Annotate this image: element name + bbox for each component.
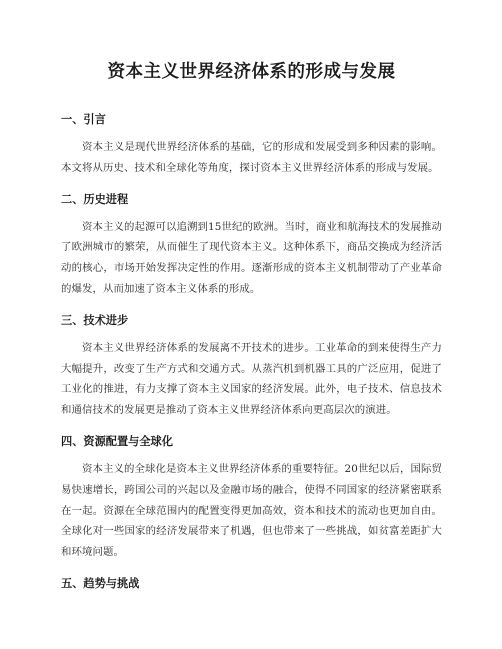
section-paragraph: 资本主义的起源可以追溯到15世纪的欧洲。当时，商业和航海技术的发展推动了欧洲城市的繁荣，从而催生了现代资本主义。这种体系下，商品交换成为经济活动的核心，市场开始发挥决定性的作用。逐渐形成的资本主义机制带动了产业革命的爆发，从而加速了资本主义体系的形成。 — [61, 220, 442, 295]
section-heading: 四、资源配置与全球化 — [61, 434, 173, 448]
section-trends — [61, 575, 442, 591]
section-heading: 五、趋势与挑战 — [61, 576, 140, 590]
section-globalization — [61, 433, 442, 563]
section-paragraph: 资本主义的全球化是资本主义世界经济体系的重要特征。20世纪以后，国际贸易快速增长，跨国公司的兴起以及金融市场的融合，使得不同国家的经济紧密联系在一起。资源在全球范围内的配置变得更加高效，资本和技术的流动也更加自由。全球化对一些国家的经济发展带来了机遇，但也带来了一些挑战，如贫富差距扩大和环境问题。 — [61, 462, 442, 559]
section-technology — [61, 312, 442, 421]
section-heading: 一、引言 — [61, 113, 106, 126]
section-history — [61, 191, 442, 300]
section-paragraph: 资本主义是现代世界经济体系的基础，它的形成和发展受到多种因素的影响。本文将从历史、技术和全球化等角度，探讨资本主义世界经济体系的形成与发展。 — [61, 141, 442, 174]
section-heading: 二、历史进程 — [61, 192, 129, 206]
section-heading: 三、技术进步 — [61, 313, 129, 327]
section-introduction — [61, 111, 442, 179]
section-paragraph: 资本主义世界经济体系的发展离不开技术的进步。工业革命的到来使得生产力大幅提升，改变了生产方式和交通方式。从蒸汽机到机器工具的广泛应用，促进了工业化的推进，有力支撑了资本主义国家的经济发展。此外，电子技术、信息技术和通信技术的发展更是推动了资本主义世界经济体系向更高层次的演进。 — [61, 341, 442, 417]
document-title: 资本主义世界经济体系的形成与发展 — [107, 62, 396, 82]
